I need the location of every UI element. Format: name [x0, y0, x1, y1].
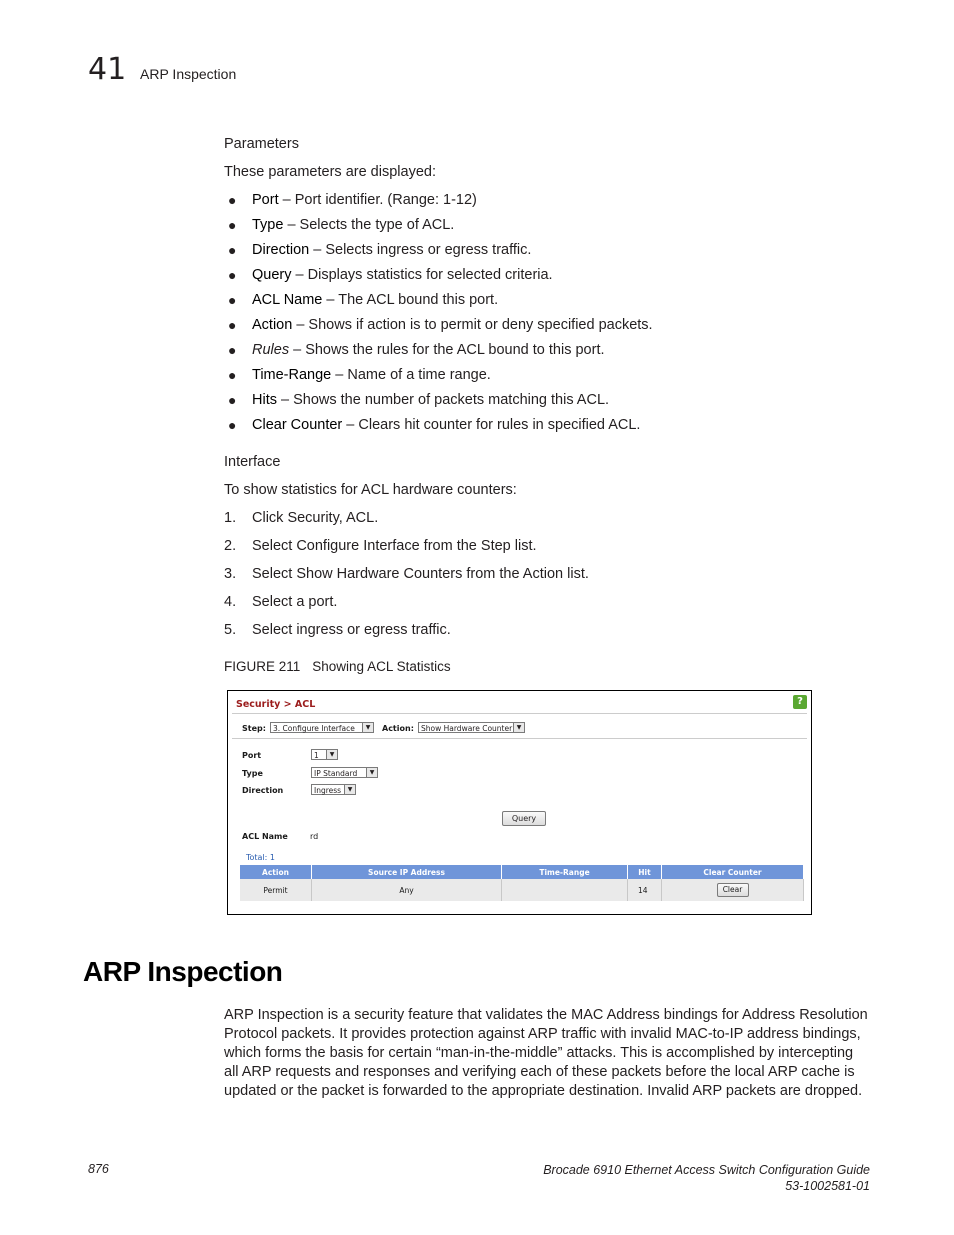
acl-counters-table: [240, 865, 804, 901]
step-text: Select a port.: [252, 594, 338, 610]
bullet-icon: ●: [228, 192, 237, 208]
param-desc: – The ACL bound this port.: [322, 292, 499, 308]
param-desc: – Port identifier. (Range: 1-12): [278, 192, 477, 208]
step-text: Select Show Hardware Counters from the Action list.: [252, 566, 589, 582]
chevron-down-icon: ▼: [513, 723, 524, 732]
action-label: Action:: [382, 724, 414, 733]
list-item: [224, 191, 864, 216]
bullet-icon: ●: [228, 367, 237, 383]
breadcrumb: Security > ACL: [236, 699, 316, 710]
param-term: Clear Counter: [252, 417, 343, 433]
list-item: [224, 537, 864, 565]
bullet-icon: ●: [228, 242, 237, 258]
parameters-heading: Parameters: [224, 136, 299, 152]
param-desc: – Displays statistics for selected criteria.: [291, 267, 553, 283]
chevron-down-icon: ▼: [366, 768, 377, 777]
list-item: [224, 416, 864, 441]
param-term: ACL Name: [252, 292, 323, 308]
param-term: Hits: [252, 392, 277, 408]
step-text: Click Security, ACL.: [252, 510, 379, 526]
port-select[interactable]: [311, 749, 338, 760]
running-title: ARP Inspection: [140, 66, 237, 82]
chapter-number: 41: [88, 52, 127, 87]
param-desc: – Selects the type of ACL.: [283, 217, 455, 233]
figure-title: Showing ACL Statistics: [312, 659, 451, 674]
total-count: Total: 1: [246, 853, 276, 862]
bullet-icon: ●: [228, 392, 237, 408]
type-label: Type: [242, 769, 263, 778]
list-item: [224, 291, 864, 316]
direction-label: Direction: [242, 786, 284, 795]
step-label: Step:: [242, 724, 266, 733]
help-icon[interactable]: ?: [793, 695, 807, 709]
param-term: Direction: [252, 242, 310, 258]
table-row: [240, 879, 804, 901]
direction-select-value: Ingress: [314, 786, 342, 795]
step-number: 2.: [224, 538, 237, 554]
divider: [232, 738, 807, 739]
param-term: Time-Range: [252, 367, 332, 383]
list-item: [224, 593, 864, 621]
cell-action: Permit: [240, 879, 312, 901]
list-item: [224, 621, 864, 649]
cell-clear-counter: [662, 879, 804, 901]
list-item: [224, 341, 864, 366]
step-text: Select ingress or egress traffic.: [252, 622, 451, 638]
param-term: Type: [252, 217, 284, 233]
bullet-icon: ●: [228, 292, 237, 308]
action-select[interactable]: [418, 722, 525, 733]
param-term: Action: [252, 317, 293, 333]
acl-name-value: rd: [310, 832, 319, 841]
query-button[interactable]: Query: [502, 811, 546, 826]
step-select-value: 3. Configure Interface: [273, 724, 355, 733]
figure-caption: [224, 659, 451, 674]
cell-hit: 14: [628, 879, 662, 901]
action-select-value: Show Hardware Counter: [421, 724, 513, 733]
section-body: ARP Inspection is a security feature that validates the MAC Address bindings for Address Resolution Protocol packets. It provides protection against ARP traffic with invalid MAC-to-IP address bindings, which forms the basis for certain “man-in-the-middle” attacks. This is accomplished by intercepting all ARP requests and responses and verifying each of these packets before the local ARP cache is updated or the packet is forwarded to the appropriate destination. Invalid ARP packets are dropped.: [224, 1007, 868, 1099]
acl-name-label: ACL Name: [242, 832, 288, 841]
param-desc: – Shows the rules for the ACL bound to this port.: [289, 342, 605, 358]
chevron-down-icon: ▼: [362, 723, 373, 732]
chevron-down-icon: ▼: [344, 785, 355, 794]
param-term: Rules: [252, 342, 290, 358]
interface-intro: To show statistics for ACL hardware counters:: [224, 482, 517, 498]
interface-heading: Interface: [224, 454, 281, 470]
list-item: [224, 241, 864, 266]
type-select[interactable]: [311, 767, 378, 778]
column-header-action: Action: [240, 865, 312, 879]
bullet-icon: ●: [228, 217, 237, 233]
list-item: [224, 509, 864, 537]
doc-title: Brocade 6910 Ethernet Access Switch Configuration Guide: [543, 1163, 870, 1177]
doc-number: 53-1002581-01: [785, 1179, 870, 1193]
bullet-icon: ●: [228, 317, 237, 333]
param-desc: – Name of a time range.: [331, 367, 491, 383]
step-select[interactable]: [270, 722, 374, 733]
param-desc: – Shows the number of packets matching this ACL.: [276, 392, 610, 408]
bullet-icon: ●: [228, 417, 237, 433]
param-desc: – Shows if action is to permit or deny specified packets.: [292, 317, 653, 333]
list-item: [224, 216, 864, 241]
list-item: [224, 565, 864, 593]
column-header-clear-counter: Clear Counter: [662, 865, 804, 879]
divider: [232, 713, 807, 714]
column-header-hit: Hit: [628, 865, 662, 879]
bullet-icon: ●: [228, 267, 237, 283]
parameters-intro: These parameters are displayed:: [224, 164, 436, 180]
section-title: ARP Inspection: [83, 956, 283, 987]
column-header-time-range: Time-Range: [502, 865, 628, 879]
cell-source-ip: Any: [312, 879, 502, 901]
list-item: [224, 266, 864, 291]
direction-select[interactable]: [311, 784, 356, 795]
footer-doc-info: [543, 1162, 870, 1194]
figure-label: FIGURE 211: [224, 659, 301, 674]
port-label: Port: [242, 751, 262, 760]
bullet-icon: ●: [228, 342, 237, 358]
acl-statistics-screenshot: [227, 690, 812, 915]
port-select-value: 1: [314, 751, 319, 760]
clear-button[interactable]: Clear: [717, 883, 749, 897]
step-number: 4.: [224, 594, 237, 610]
step-number: 5.: [224, 622, 237, 638]
parameters-list: [224, 191, 864, 441]
steps-list: [224, 509, 864, 649]
param-term: Query: [252, 267, 292, 283]
param-desc: – Clears hit counter for rules in specified ACL.: [342, 417, 641, 433]
step-number: 1.: [224, 510, 237, 526]
type-select-value: IP Standard: [314, 769, 358, 778]
page-number: 876: [88, 1162, 109, 1176]
step-number: 3.: [224, 566, 237, 582]
list-item: [224, 366, 864, 391]
list-item: [224, 391, 864, 416]
param-term: Port: [252, 192, 279, 208]
list-item: [224, 316, 864, 341]
param-desc: – Selects ingress or egress traffic.: [309, 242, 532, 258]
column-header-source-ip: Source IP Address: [312, 865, 502, 879]
step-text: Select Configure Interface from the Step list.: [252, 538, 537, 554]
table-header-row: [240, 865, 804, 879]
chevron-down-icon: ▼: [326, 750, 337, 759]
cell-time-range: [502, 879, 628, 901]
